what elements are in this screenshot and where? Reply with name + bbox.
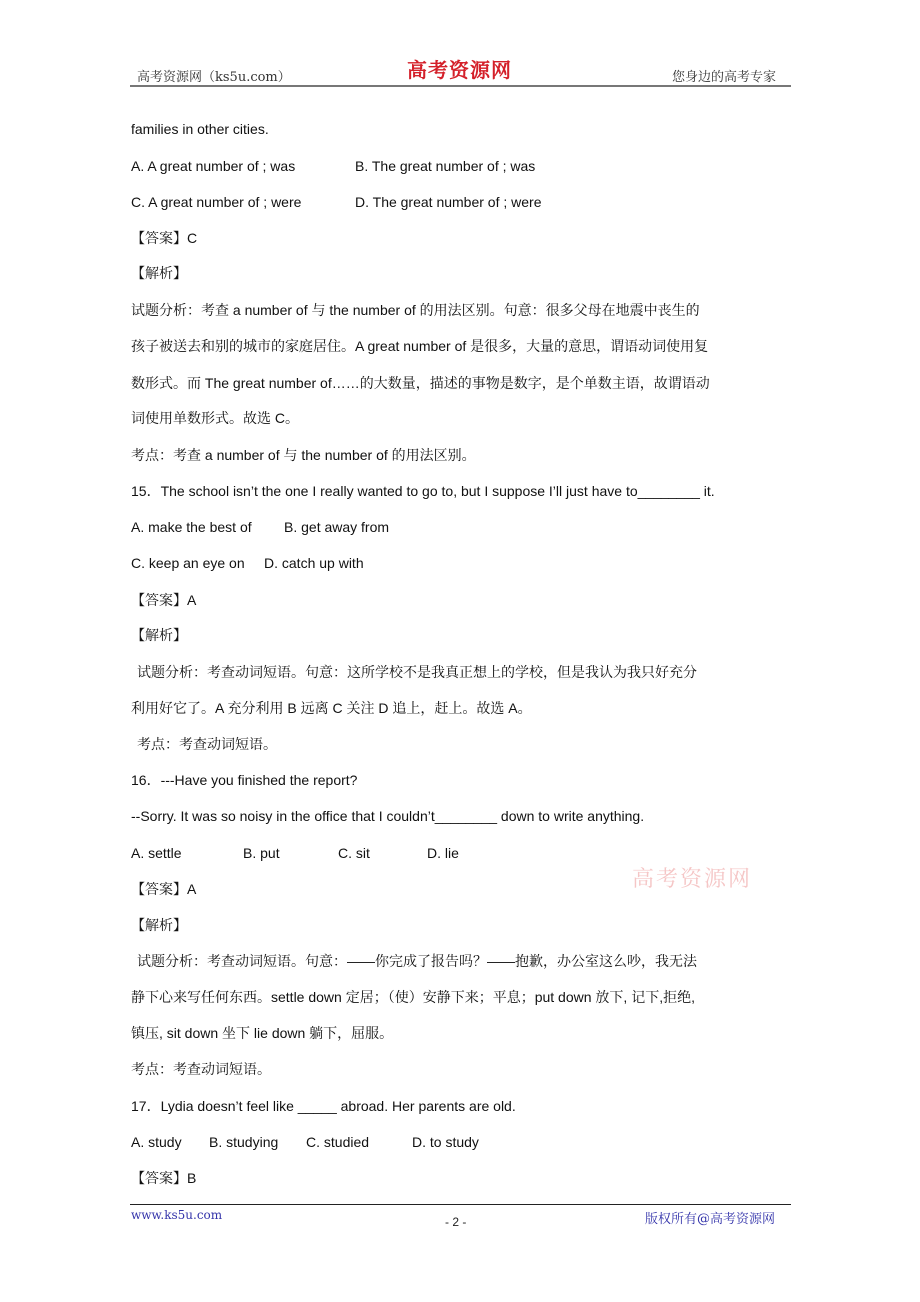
option: C. studied <box>306 1134 370 1150</box>
option: C. sit <box>338 845 370 861</box>
question-16-line2: --Sorry. It was so noisy in the office that I couldn’t________ down to write anything. <box>131 808 645 824</box>
answer: 【答案】A <box>131 881 197 897</box>
option: D. to study <box>412 1134 479 1150</box>
analysis-text: 静下心来写任何东西。settle down 定居；（使）安静下来；平息；put down 放下, 记下,拒绝, <box>131 989 695 1005</box>
option: D. The great number of ; were <box>355 194 542 210</box>
analysis-label: 【解析】 <box>131 627 187 643</box>
option: D. lie <box>427 845 459 861</box>
analysis-text: 词使用单数形式。故选 C。 <box>131 410 299 426</box>
text-line: families in other cities. <box>131 121 269 137</box>
option: B. put <box>243 845 280 861</box>
analysis-text: 数形式。而 The great number of……的大数量，描述的事物是数字，是个单数主语，故谓语动 <box>131 375 710 391</box>
option: A. A great number of ; was <box>131 158 296 174</box>
page-number: - 2 - <box>445 1215 467 1229</box>
header-site-name: 高考资源网（ks5u.com） <box>137 70 291 85</box>
option: A. make the best of <box>131 519 252 535</box>
analysis-text: 孩子被送去和别的城市的家庭居住。A great number of 是很多，大量的意思，谓语动词使用复 <box>131 338 709 354</box>
analysis-text: 试题分析：考查 a number of 与 the number of 的用法区别。句意：很多父母在地震中丧生的 <box>131 302 700 318</box>
question-17: 17．Lydia doesn’t feel like _____ abroad. Her parents are old. <box>131 1098 516 1114</box>
answer: 【答案】C <box>131 230 198 246</box>
key-point: 考点：考查 a number of 与 the number of 的用法区别。 <box>131 447 476 463</box>
analysis-text: 镇压, sit down 坐下 lie down 躺下，屈服。 <box>131 1025 394 1041</box>
option: B. get away from <box>284 519 390 535</box>
header-logo: 高考资源网 <box>407 58 512 82</box>
option: C. keep an eye on <box>131 555 245 571</box>
question-16: 16．---Have you finished the report? <box>131 772 358 788</box>
header-slogan: 您身边的高考专家 <box>672 70 777 85</box>
header-rule <box>130 85 791 87</box>
footer-copyright: 版权所有@高考资源网 <box>645 1212 776 1227</box>
footer-link[interactable]: www.ks5u.com <box>131 1208 223 1222</box>
analysis-label: 【解析】 <box>131 265 187 281</box>
option: B. The great number of ; was <box>355 158 536 174</box>
analysis-text: 试题分析：考查动词短语。句意：这所学校不是我真正想上的学校，但是我认为我只好充分 <box>137 664 697 680</box>
question-15: 15．The school isn’t the one I really wanted to go to, but I suppose I’ll just have to________ it. <box>131 483 715 499</box>
option: A. settle <box>131 845 182 861</box>
watermark: 高考资源网 <box>632 867 753 892</box>
option: B. studying <box>209 1134 279 1150</box>
option: C. A great number of ; were <box>131 194 302 210</box>
answer: 【答案】B <box>131 1170 197 1186</box>
option: D. catch up with <box>264 555 364 571</box>
analysis-text: 试题分析：考查动词短语。句意：——你完成了报告吗？——抱歉，办公室这么吵，我无法 <box>137 953 697 969</box>
footer-rule <box>130 1204 791 1205</box>
option: A. study <box>131 1134 182 1150</box>
key-point: 考点：考查动词短语。 <box>131 1061 271 1077</box>
key-point: 考点：考查动词短语。 <box>137 736 277 752</box>
analysis-label: 【解析】 <box>131 917 187 933</box>
answer: 【答案】A <box>131 592 197 608</box>
analysis-text: 利用好它了。A 充分利用 B 远离 C 关注 D 追上，赶上。故选 A。 <box>131 700 532 716</box>
